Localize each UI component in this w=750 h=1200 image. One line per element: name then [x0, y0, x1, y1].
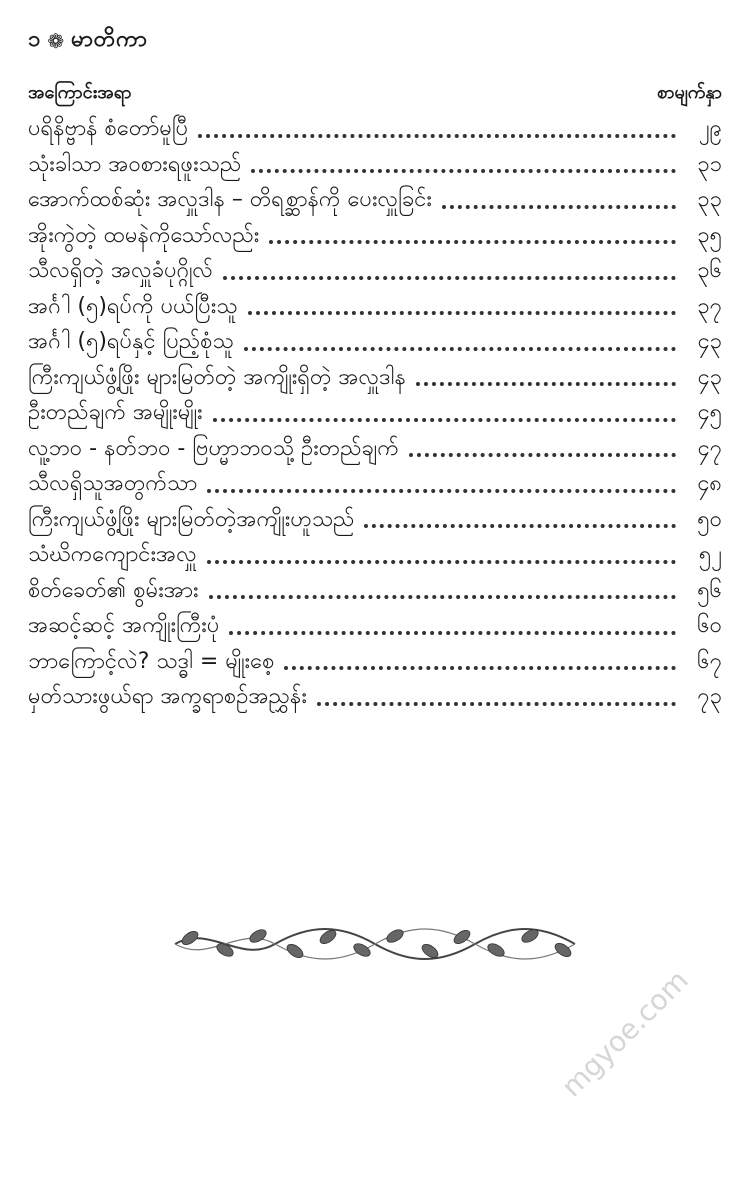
dot-leader — [223, 276, 676, 280]
dot-leader — [198, 134, 676, 138]
toc-entry — [28, 574, 722, 610]
toc-entry — [28, 609, 722, 645]
toc-entry-title: သံဃိကကျောင်းအလှူ — [28, 542, 197, 568]
toc-entry — [28, 432, 722, 468]
toc-entry-page-number: ၅၀ — [697, 506, 722, 532]
leaf-vine-ornament-icon — [170, 920, 580, 968]
toc-entry-page-number: ၄၇ — [697, 435, 722, 461]
page-title: မာတိကာ — [71, 27, 148, 52]
toc-entry-page-number: ၃၆ — [697, 258, 722, 284]
toc-entry-title: အောက်ထစ်ဆုံး အလှူဒါန – တိရစ္ဆာန်ကို ပေးလှူခြင်း — [28, 187, 433, 213]
toc-entry-title: အင်္ဂါ (၅)ရပ်နှင့် ပြည့်စုံသူ — [28, 329, 234, 355]
toc-entry — [28, 112, 722, 148]
toc-entry-title: ဦးတည်ချက် အမျိုးမျိုး — [28, 400, 203, 426]
column-header-page: စာမျက်နှာ — [657, 82, 722, 103]
toc-entry-title: ဘာကြောင့်လဲ? သဒ္ဓါ = မျိုးစေ့ — [28, 648, 275, 674]
toc-entry — [28, 396, 722, 432]
toc-entry — [28, 290, 722, 326]
toc-entry-page-number: ၄၈ — [697, 471, 722, 497]
toc-entry-title: ပရိနိဗ္ဗာန် စံတော်မူပြီ — [28, 116, 189, 142]
toc-entry-page-number: ၄၃ — [697, 364, 722, 390]
toc-entry-title: လူ့ဘဝ - နတ်ဘဝ - ဗြဟ္မာဘဝသို့ ဦးတည်ချက် — [28, 435, 399, 461]
toc-entry — [28, 645, 722, 681]
toc-column-headers — [28, 80, 722, 107]
dot-leader — [364, 524, 676, 528]
page-number: ၁ — [28, 27, 42, 52]
toc-entry — [28, 183, 722, 219]
watermark: mgyoe.com — [555, 963, 695, 1104]
dot-leader — [416, 382, 676, 386]
toc-entry-page-number: ၃၇ — [697, 293, 722, 319]
toc-entry — [28, 254, 722, 290]
dot-leader — [442, 205, 676, 209]
toc-entry-title: မှတ်သားဖွယ်ရာ အက္ခရာစဉ်အညွှန်း — [28, 684, 307, 710]
toc-entry — [28, 467, 722, 503]
dot-leader — [317, 702, 676, 706]
toc-entry-page-number: ၇၃ — [697, 684, 722, 710]
dot-leader — [229, 631, 676, 635]
dot-leader — [284, 666, 676, 670]
toc-entry-title: ကြီးကျယ်ဖွံ့ဖြိုး များမြတ်တဲ့အကျိုးဟူသည် — [28, 506, 355, 532]
toc-entry-page-number: ၄၃ — [697, 329, 722, 355]
toc-entry-title: အဆင့်ဆင့် အကျိုးကြီးပုံ — [28, 613, 220, 639]
dot-leader — [207, 489, 676, 493]
toc-entry-page-number: ၅၆ — [697, 577, 722, 603]
toc-entry-title: အင်္ဂါ (၅)ရပ်ကို ပယ်ပြီးသူ — [28, 293, 238, 319]
toc-entry — [28, 361, 722, 397]
toc-entry-page-number: ၃၁ — [697, 151, 722, 177]
toc-entry-page-number: ၅၂ — [698, 542, 722, 568]
toc-entry — [28, 148, 722, 184]
toc-entry-page-number: ၂၉ — [698, 116, 722, 142]
dot-leader — [244, 347, 676, 351]
toc-entry — [28, 219, 722, 255]
toc-entry — [28, 325, 722, 361]
toc-entry — [28, 538, 722, 574]
toc-entry-title: စိတ်ခေတ်၏ စွမ်းအား — [28, 577, 199, 603]
dot-leader — [251, 169, 676, 173]
toc-entry-title: သီလရှိတဲ့ အလှူခံပုဂ္ဂိုလ် — [28, 258, 214, 284]
toc-entry-title: အိုးကွဲတဲ့ ထမနဲကိုသော်လည်း — [28, 222, 260, 248]
page-header — [28, 24, 148, 57]
table-of-contents — [28, 112, 722, 716]
dot-leader — [209, 595, 676, 599]
toc-entry-title: သုံးခါသာ အဝစားရဖူးသည် — [28, 151, 242, 177]
toc-entry-title: သီလရှိသူအတွက်သာ — [28, 471, 198, 497]
toc-entry-page-number: ၃၃ — [697, 187, 722, 213]
dot-leader — [248, 311, 676, 315]
toc-entry — [28, 680, 722, 716]
dot-leader — [207, 560, 676, 564]
dot-leader — [409, 453, 676, 457]
toc-entry-title: ကြီးကျယ်ဖွံ့ဖြိုး များမြတ်တဲ့ အကျိုးရှိတဲ့ အလှူဒါန — [28, 364, 406, 390]
toc-entry-page-number: ၆၀ — [697, 613, 722, 639]
flower-ornament-icon: ❁ — [47, 28, 66, 53]
column-header-topic: အကြောင်းအရာ — [28, 82, 132, 103]
toc-entry-page-number: ၃၅ — [697, 222, 722, 248]
dot-leader — [269, 240, 676, 244]
toc-entry — [28, 503, 722, 539]
toc-entry-page-number: ၄၅ — [697, 400, 722, 426]
dot-leader — [213, 418, 676, 422]
toc-entry-page-number: ၆၇ — [697, 648, 722, 674]
